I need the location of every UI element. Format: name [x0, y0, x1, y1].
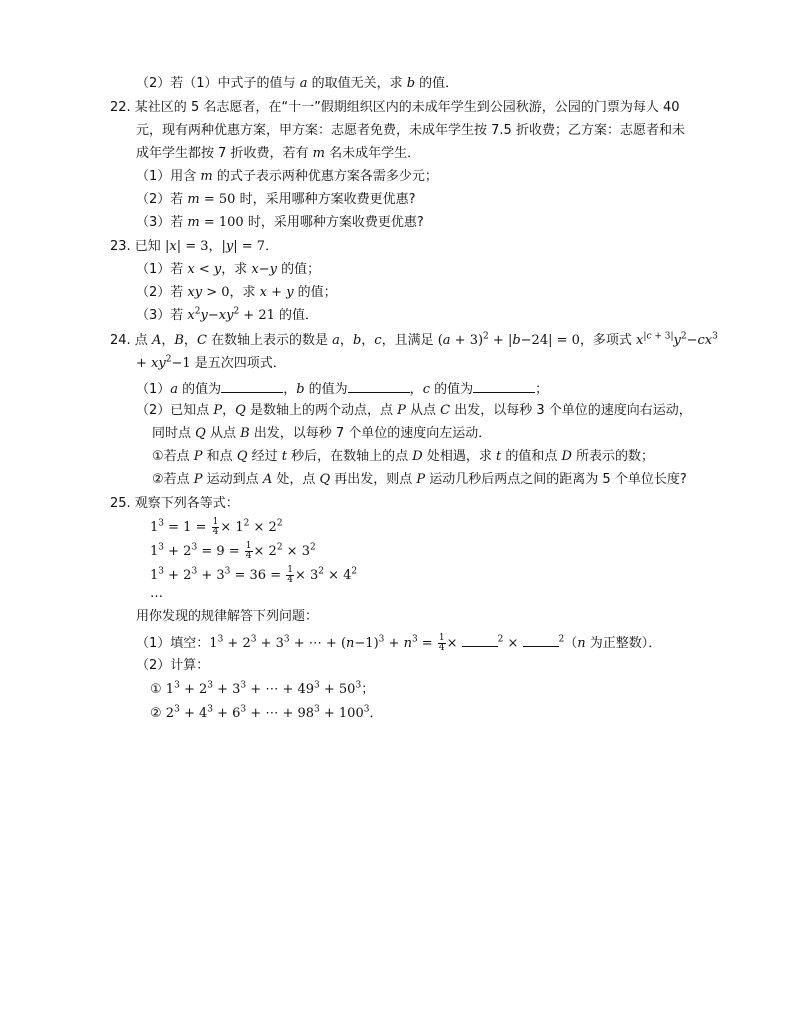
q25-part2: （2）计算：: [136, 658, 210, 673]
q25-stem: 25. 观察下列各等式：: [110, 496, 239, 511]
q22-line3: 成年学生都按 7 折收费，若有 m 名未成年学生．: [136, 146, 421, 161]
q23-stem: 23. 已知 |x| = 3，|y| = 7．: [110, 239, 279, 254]
q23-part1: （1）若 x < y，求 x−y 的值；: [136, 262, 321, 277]
q25-eq1: $1^3 = 1$ = $\frac{1}{4}$ × $1^2 \times 2^2$: [150, 517, 283, 537]
q25-eq3: $1^3 + 2^3 + 3^3 = 36$ = $\frac{1}{4}$ × $3^2 \times 4^2$: [150, 565, 358, 585]
q24-line2: + $xy^2-1$ 是五次四项式．: [136, 354, 286, 371]
q22-line1: 22. 某社区的 5 名志愿者，在“十一”假期组织区内的未成年学生到公园秋游，公园的门票为每人 40: [110, 100, 680, 115]
q22-line2: 元，现有两种优惠方案，甲方案：志愿者免费，未成年学生按 7.5 折收费；乙方案：志愿者和未: [136, 123, 685, 138]
q25-eq2: $1^3 + 2^3 = 9$ = $\frac{1}{4}$ × $2^2 \times 3^2$: [150, 541, 316, 561]
q22-part1: （1）用含 m 的式子表示两种优惠方案各需多少元；: [136, 169, 438, 184]
q24-part2-line1: （2）已知点 P，Q 是数轴上的两个动点，点 P 从点 C 出发，以每秒 3 个单位的速度向右运动，: [136, 403, 692, 418]
q24-sub1: ①若点 P 和点 Q 经过 t 秒后，在数轴上的点 D 处相遇，求 t 的值和点 D 所表示的数；: [152, 449, 655, 464]
q25-calc1: ① $1^3 + 2^3 + 3^3$ + ⋯ + $49^3 + 50^3$；: [150, 680, 375, 697]
q24-part1: （1）a 的值为 ，b 的值为 ，c 的值为 ；: [136, 378, 548, 400]
q25-part1: （1）填空：$1^3 + 2^3 + 3^3$ + ⋯ + $(n-1)^3 + n^3$ = $\frac{1}{4}$ × $^2$ × $^2$（n 为正整数）．: [136, 633, 662, 653]
q24-part2-line2: 同时点 Q 从点 B 出发，以每秒 7 个单位的速度向左运动．: [152, 426, 492, 441]
q21-part2: （2）若（1）中式子的值与 a 的取值无关，求 b 的值．: [136, 76, 459, 91]
q22-part3: （3）若 m = 100 时，采用哪种方案收费更优惠?: [136, 215, 424, 230]
q25-eq-more: …: [150, 586, 163, 601]
q23-part2: （2）若 xy > 0，求 x + y 的值；: [136, 285, 337, 300]
q24-line1: 24. 点 A，B，C 在数轴上表示的数是 a，b，c，且满足 $(a + 3)^2 + |b-24| = 0$，多项式 $x^{|c + 3|}y^2-cx^3$: [110, 331, 718, 348]
q25-intro: 用你发现的规律解答下列问题：: [136, 609, 319, 624]
q22-part2: （2）若 m = 50 时，采用哪种方案收费更优惠?: [136, 192, 416, 207]
q25-calc2: ② $2^3 + 4^3 + 6^3$ + ⋯ + $98^3 + 100^3$．: [150, 704, 383, 721]
q24-sub2: ②若点 P 运动到点 A 处，点 Q 再出发，则点 P 运动几秒后两点之间的距离为 5 个单位长度?: [152, 472, 687, 487]
q23-part3: （3）若 $x^2y-xy^2 + 21$ 的值．: [136, 306, 319, 323]
